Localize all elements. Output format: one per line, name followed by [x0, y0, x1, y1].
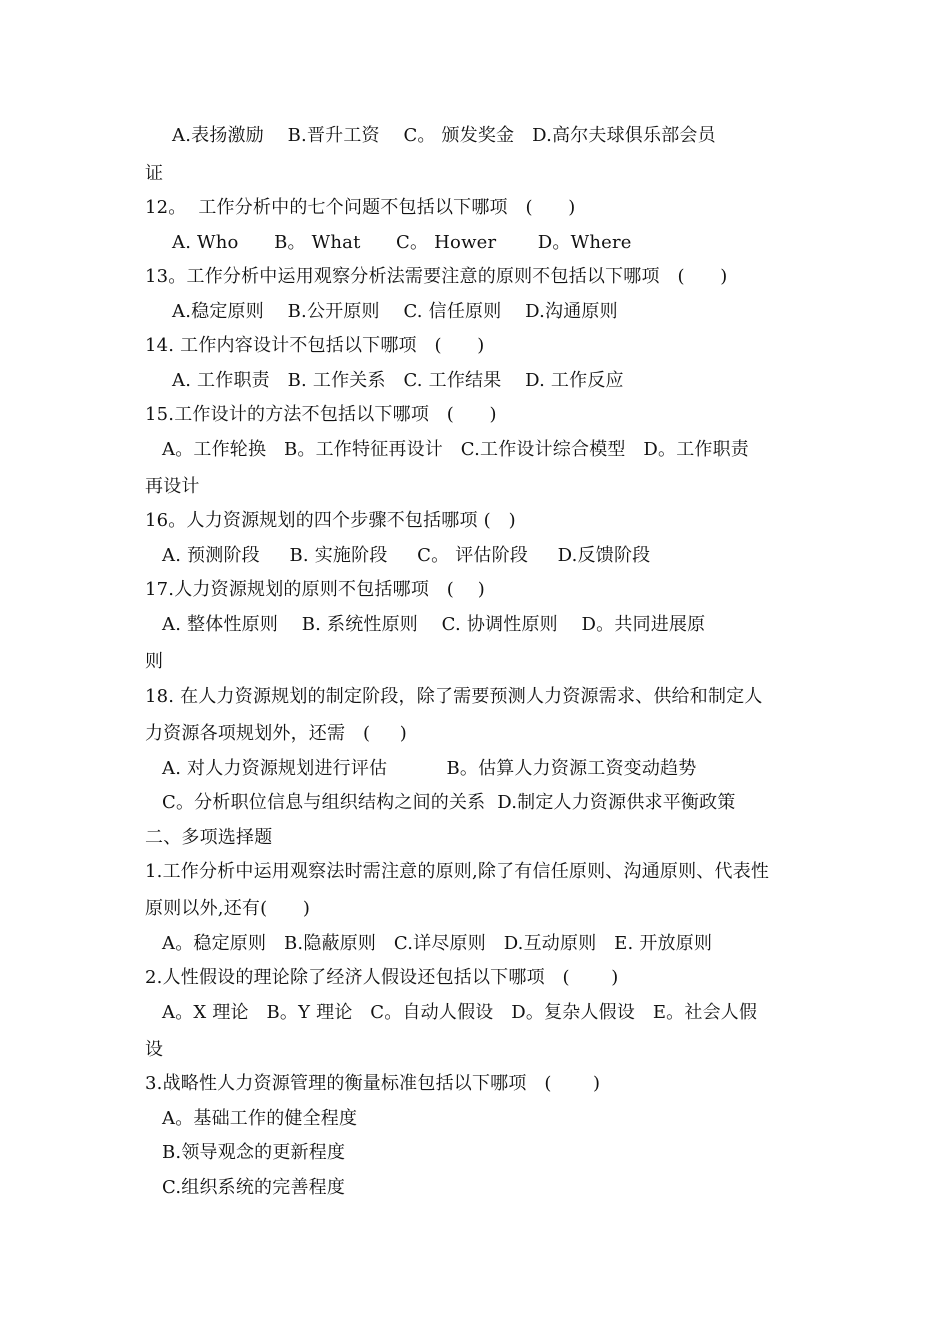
mc-question-1: 1.工作分析中运用观察法时需注意的原则,除了有信任原则、沟通原则、代表性 [145, 861, 770, 882]
q16-options: A. 预测阶段 B. 实施阶段 C。 评估阶段 D.反馈阶段 [162, 545, 651, 566]
mc-question-3: 3.战略性人力资源管理的衡量标准包括以下哪项 ( ) [145, 1073, 601, 1094]
mc-q2-options-wrap: 设 [145, 1039, 164, 1060]
question-18: 18. 在人力资源规划的制定阶段，除了需要预测人力资源需求、供给和制定人 [145, 686, 763, 707]
mc-q2-options: A。X 理论 B。Y 理论 C。自动人假设 D。复杂人假设 E。社会人假 [162, 1002, 758, 1023]
q11-options: A.表扬激励 B.晋升工资 C。 颁发奖金 D.高尔夫球俱乐部会员 [172, 125, 716, 146]
section-heading-multiple-choice: 二、多项选择题 [145, 827, 273, 848]
q15-options-wrap: 再设计 [145, 476, 200, 497]
question-14: 14. 工作内容设计不包括以下哪项 ( ) [145, 335, 485, 356]
q18-options-ab: A. 对人力资源规划进行评估 B。估算人力资源工资变动趋势 [162, 758, 697, 779]
question-12: 12。 工作分析中的七个问题不包括以下哪项 ( ) [145, 197, 576, 218]
question-15: 15.工作设计的方法不包括以下哪项 ( ) [145, 404, 497, 425]
mc-q3-option-b: B.领导观念的更新程度 [162, 1142, 346, 1163]
q18-options-cd: C。分析职位信息与组织结构之间的关系 D.制定人力资源供求平衡政策 [162, 792, 736, 813]
q14-options: A. 工作职责 B. 工作关系 C. 工作结果 D. 工作反应 [172, 370, 624, 391]
mc-q1-options: A。稳定原则 B.隐蔽原则 C.详尽原则 D.互动原则 E. 开放原则 [162, 933, 713, 954]
question-18-wrap: 力资源各项规划外，还需 ( ) [145, 723, 408, 744]
mc-question-2: 2.人性假设的理论除了经济人假设还包括以下哪项 ( ) [145, 967, 619, 988]
q11-options-wrap: 证 [145, 163, 164, 184]
question-16: 16。人力资源规划的四个步骤不包括哪项 ( ) [145, 510, 516, 531]
q17-options-wrap: 则 [145, 651, 164, 672]
q15-options: A。工作轮换 B。工作特征再设计 C.工作设计综合模型 D。工作职责 [162, 439, 750, 460]
q17-options: A. 整体性原则 B. 系统性原则 C. 协调性原则 D。共同进展原 [162, 614, 706, 635]
mc-question-1-wrap: 原则以外,还有( ) [145, 898, 311, 919]
mc-q3-option-a: A。基础工作的健全程度 [162, 1108, 358, 1129]
question-13: 13。工作分析中运用观察分析法需要注意的原则不包括以下哪项 ( ) [145, 266, 728, 287]
q12-options: A. Who B。 What C。 Hower D。Where [172, 232, 632, 253]
question-17: 17.人力资源规划的原则不包括哪项 ( ) [145, 579, 485, 600]
mc-q3-option-c: C.组织系统的完善程度 [162, 1177, 346, 1198]
q13-options: A.稳定原则 B.公开原则 C. 信任原则 D.沟通原则 [172, 301, 618, 322]
